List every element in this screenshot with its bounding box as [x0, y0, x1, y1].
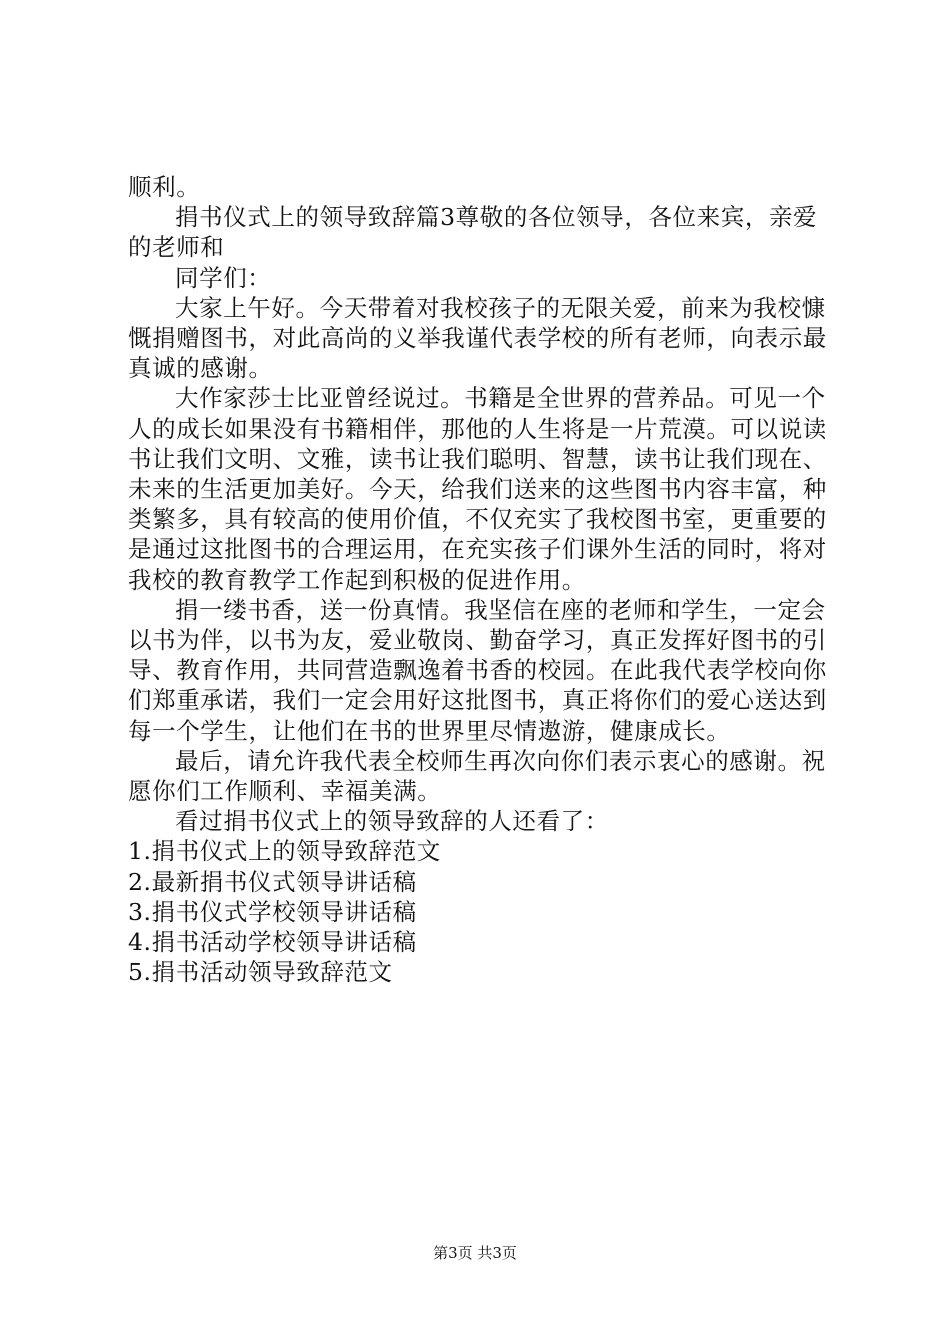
related-articles-heading: 看过捐书仪式上的领导致辞的人还看了： — [175, 807, 609, 836]
page-footer — [0, 1243, 950, 1263]
paragraph: 大作家莎士比亚曾经说过。书籍是全世界的营养品。可见一个人的成长如果没有书籍相伴，那他的人生将是一片荒漠。可以说读书让我们文明、文雅，读书让我们聪明、智慧，读书让我们现在、未来的生活更加美好。今天，给我们送来的这些图书内容丰富，种类繁多，具有较高的使用价值，不仅充实了我校图书室，更重要的是通过这批图书的合理运用，在充实孩子们课外生活的同时，将对我校的教育教学工作起到积极的促进作用。 — [128, 384, 827, 594]
paragraph: 捐一缕书香，送一份真情。我坚信在座的老师和学生，一定会以书为伴，以书为友，爱业敬岗、勤奋学习，真正发挥好图书的引导、教育作用，共同营造飘逸着书香的校园。在此我代表学校向你们郑重承诺，我们一定会用好这批图书，真正将你们的爱心送达到每一个学生，让他们在书的世界里尽情遨游，健康成长。 — [128, 595, 827, 745]
paragraph: 捐书仪式上的领导致辞篇3尊敬的各位领导，各位来宾，亲爱的老师和 — [128, 203, 818, 262]
page-number: 第3页 共3页 — [433, 1244, 517, 1262]
list-item: 1.捐书仪式上的领导致辞范文 — [128, 837, 441, 866]
paragraph: 最后，请允许我代表全校师生再次向你们表示衷心的感谢。祝愿你们工作顺利、幸福美满。 — [128, 746, 826, 806]
paragraph: 大家上午好。今天带着对我校孩子的无限关爱，前来为我校慷慨捐赠图书，对此高尚的义举我谨代表学校的所有老师，向表示最真诚的感谢。 — [128, 293, 827, 383]
paragraph: 同学们： — [175, 263, 272, 292]
document-body — [128, 172, 828, 987]
paragraph: 顺利。 — [128, 173, 201, 201]
list-item: 4.捐书活动学校领导讲话稿 — [128, 928, 417, 957]
list-item: 2.最新捐书仪式领导讲话稿 — [128, 867, 417, 896]
list-item: 3.捐书仪式学校领导讲话稿 — [128, 897, 417, 926]
related-articles-list — [128, 836, 828, 987]
list-item: 5.捐书活动领导致辞范文 — [128, 958, 393, 987]
